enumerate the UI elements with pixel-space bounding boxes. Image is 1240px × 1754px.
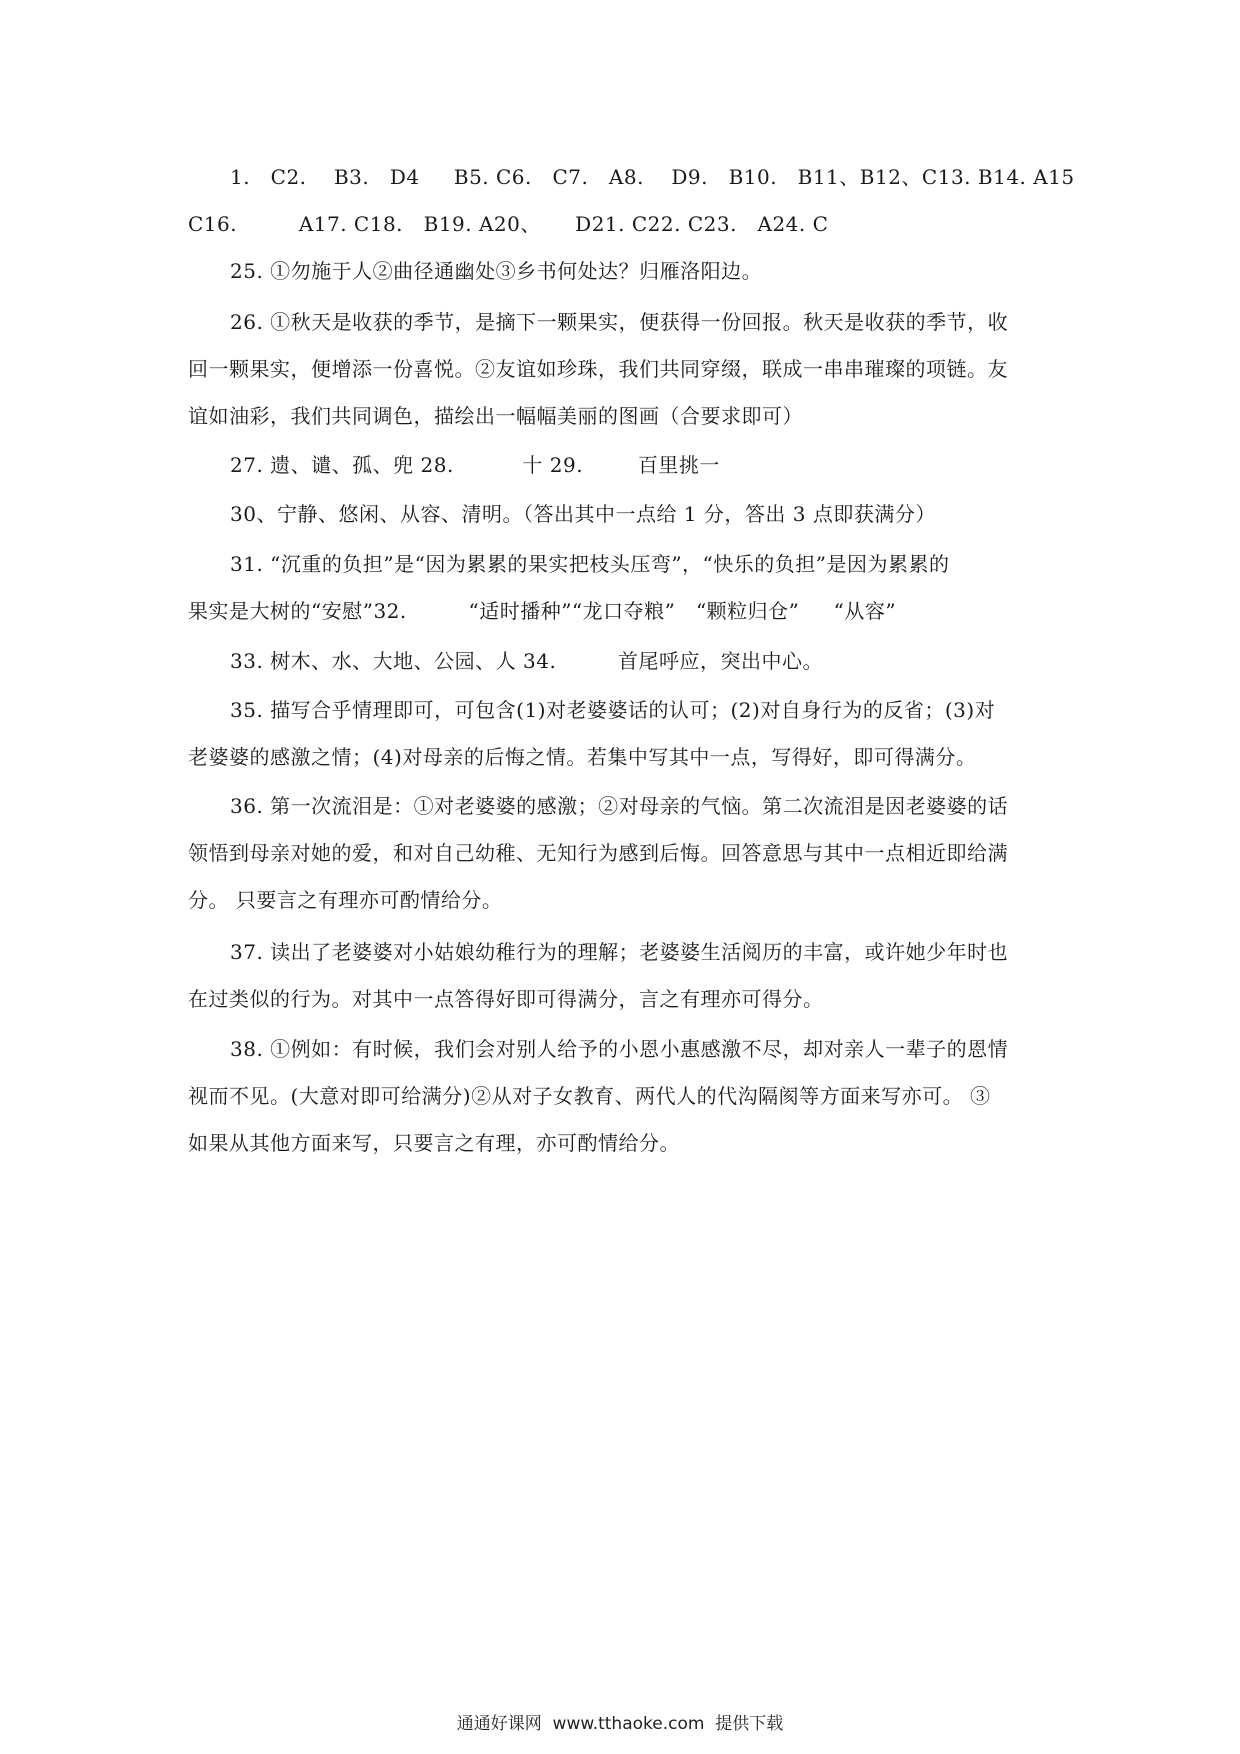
answer-line-19: 38. ①例如：有时候，我们会对别人给予的小恩小惠感激不尽，却对亲人一辈子的恩情: [230, 1037, 1009, 1061]
answer-line-15: 领悟到母亲对她的爱，和对自己幼稚、无知行为感到后悔。回答意思与其中一点相近即给满: [188, 841, 1008, 865]
answer-line-16: 分。 只要言之有理亦可酌情给分。: [188, 888, 503, 912]
answer-line-10: 果实是大树的“安慰”32. “适时播种”“龙口夺粮” “颗粒归仓” “从容”: [188, 599, 897, 623]
answer-line-5: 回一颗果实，便增添一份喜悦。②友谊如珍珠，我们共同穿缀，联成一串串璀璨的项链。友: [188, 357, 1008, 381]
answer-line-11: 33. 树木、水、大地、公园、人 34. 首尾呼应，突出中心。: [230, 649, 824, 673]
answer-line-8: 30、宁静、悠闲、从容、清明。（答出其中一点给 1 分，答出 3 点即获满分）: [230, 502, 936, 526]
answer-line-21: 如果从其他方面来写，只要言之有理，亦可酌情给分。: [188, 1131, 680, 1155]
answer-line-7: 27. 遗、谴、孤、兜 28. 十 29. 百里挑一: [230, 453, 720, 477]
answer-line-14: 36. 第一次流泪是：①对老婆婆的感激；②对母亲的气恼。第二次流泪是因老婆婆的话: [230, 794, 1009, 818]
answer-line-6: 谊如油彩，我们共同调色，描绘出一幅幅美丽的图画（合要求即可）: [188, 404, 803, 428]
answer-line-12: 35. 描写合乎情理即可，可包含(1)对老婆婆话的认可；(2)对自身行为的反省；(3)对: [230, 698, 996, 722]
answer-line-17: 37. 读出了老婆婆对小姑娘幼稚行为的理解；老婆婆生活阅历的丰富，或许她少年时也: [230, 940, 1009, 964]
answer-line-18: 在过类似的行为。对其中一点答得好即可得满分，言之有理亦可得分。: [188, 987, 824, 1011]
answer-line-1: 1. C2. B3. D4 B5. C6. C7. A8. D9. B10. B11、B12、C13. B14. A15: [230, 165, 1075, 189]
answer-line-13: 老婆婆的感激之情；(4)对母亲的后悔之情。若集中写其中一点，写得好，即可得满分。: [188, 745, 977, 769]
footer-download-note: 通通好课网 www.tthaoke.com 提供下载: [456, 1714, 784, 1734]
answer-line-20: 视而不见。(大意对即可给满分)②从对子女教育、两代人的代沟隔阂等方面来写亦可。 ③: [188, 1084, 991, 1108]
answer-line-9: 31. “沉重的负担”是“因为累累的果实把枝头压弯”，“快乐的负担”是因为累累的: [230, 552, 950, 576]
answer-line-3: 25. ①勿施于人②曲径通幽处③乡书何处达？归雁洛阳边。: [230, 259, 763, 283]
answer-line-4: 26. ①秋天是收获的季节，是摘下一颗果实，便获得一份回报。秋天是收获的季节，收: [230, 310, 1009, 334]
answer-line-2: C16. A17. C18. B19. A20、 D21. C22. C23. A24. C: [188, 212, 829, 236]
